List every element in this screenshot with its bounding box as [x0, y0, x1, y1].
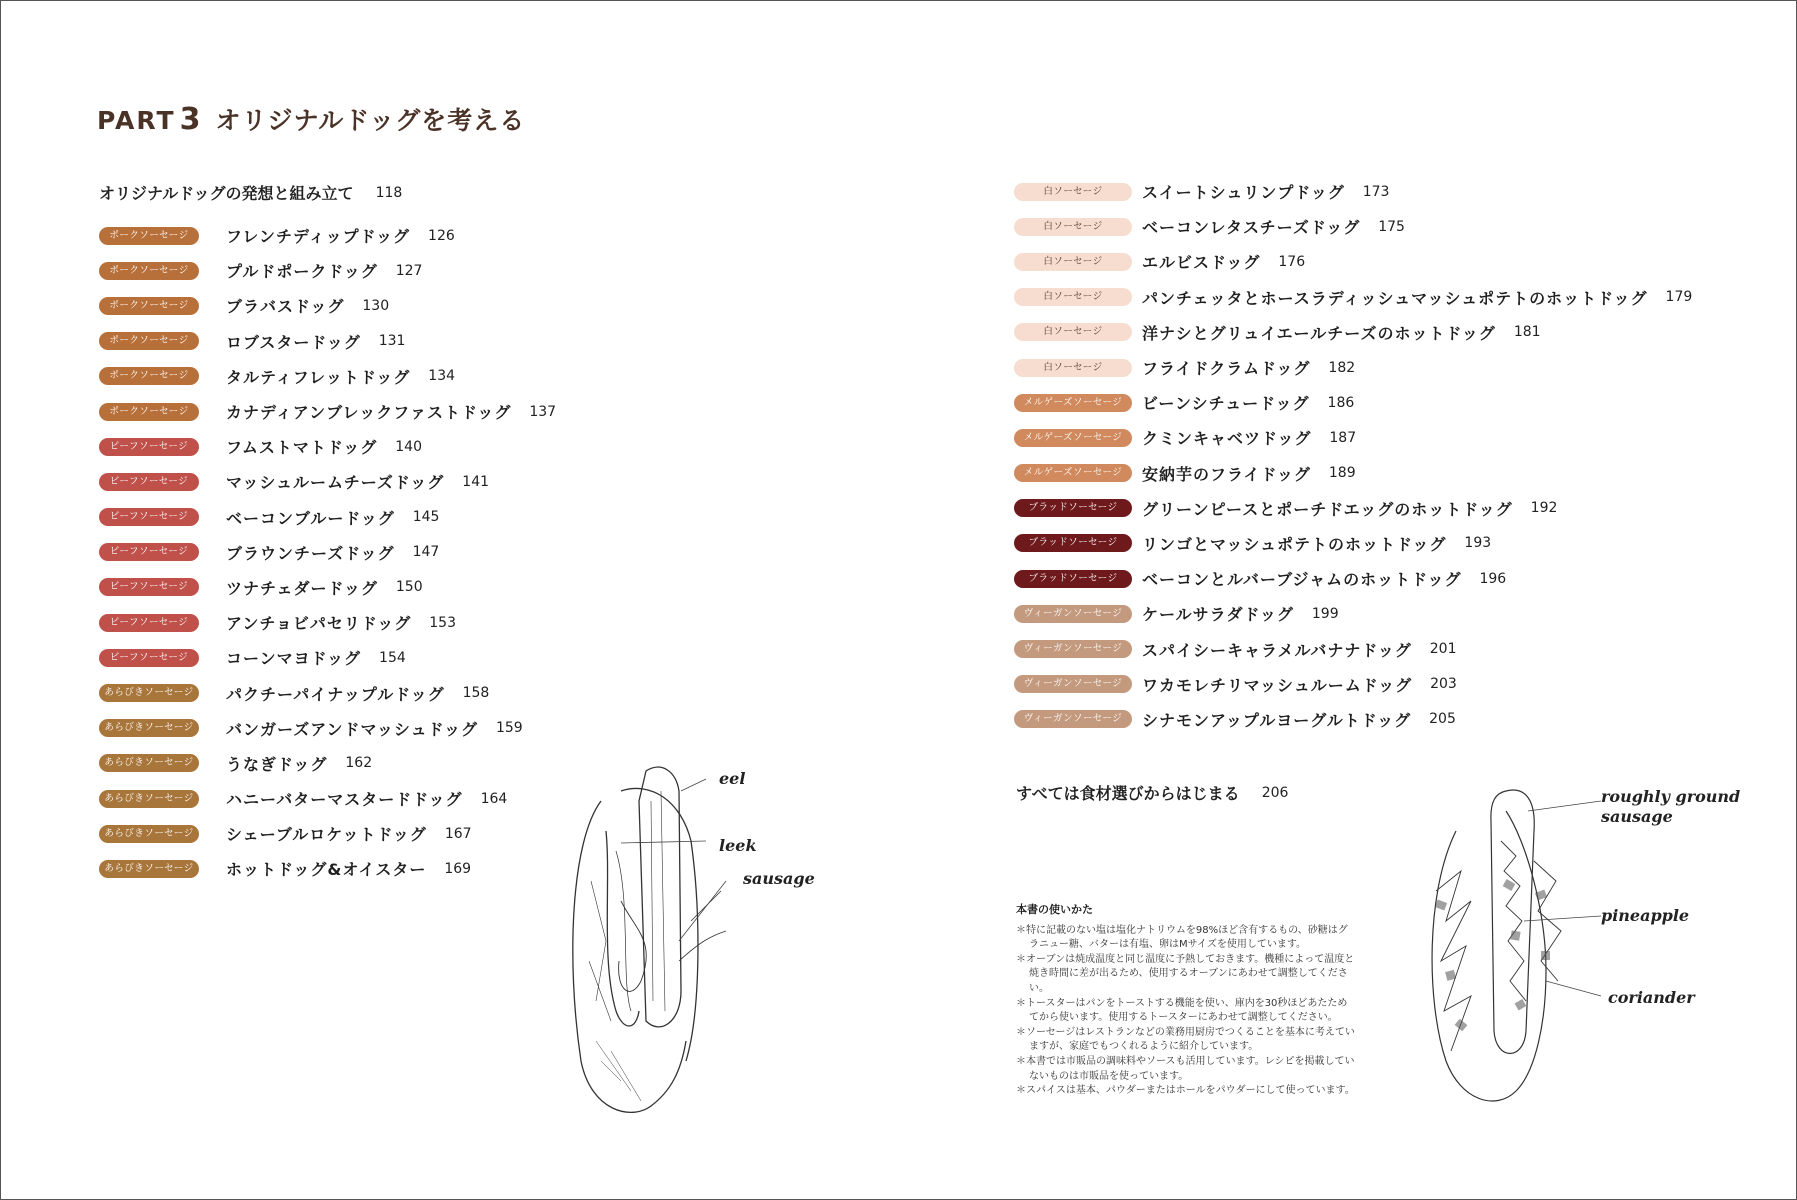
sausage-type-badge: 白ソーセージ: [1014, 253, 1132, 271]
page-number: 131: [378, 333, 406, 350]
sausage-type-badge: ビーフソーセージ: [99, 508, 199, 526]
sausage-type-badge: ビーフソーセージ: [99, 578, 199, 596]
part-label: PART: [97, 106, 176, 135]
page-number: 141: [462, 473, 490, 490]
recipe-title: ベーコンレタスチーズドッグ: [1142, 218, 1361, 238]
sausage-type-badge: ブラッドソーセージ: [1014, 499, 1132, 517]
toc-left-list: [99, 218, 556, 887]
page-number: 140: [395, 438, 422, 455]
recipe-title: ツナチェダードッグ: [226, 578, 378, 598]
how-to-note: ＊本書では市販品の調味料やソースも活用しています。レシピを掲載していないものは市販品を使っています。: [1016, 1055, 1355, 1082]
sausage-type-badge: 白ソーセージ: [1014, 288, 1132, 306]
sausage-type-badge: ビーフソーセージ: [99, 438, 199, 456]
recipe-title: シェーブルロケットドッグ: [226, 825, 427, 845]
page-number: 153: [429, 614, 456, 631]
page-number: 167: [444, 825, 472, 842]
sketch-label-pineapple: pineapple: [1601, 906, 1690, 925]
recipe-title: ベーコンとルバーブジャムのホットドッグ: [1142, 570, 1462, 590]
sausage-type-badge: 白ソーセージ: [1014, 323, 1132, 341]
recipe-title: プルドポークドッグ: [226, 262, 378, 282]
recipe-title: アンチョビパセリドッグ: [226, 614, 412, 634]
page-number: 164: [480, 790, 508, 807]
sausage-type-badge: ポークソーセージ: [99, 332, 199, 350]
page-number: 189: [1328, 465, 1356, 482]
page-number: 182: [1328, 359, 1356, 376]
page-number: 181: [1513, 324, 1541, 341]
intro-right-page: 206: [1261, 784, 1289, 801]
page-number: 193: [1464, 535, 1492, 552]
toc-entry[interactable]: [99, 675, 556, 710]
page-number: 196: [1479, 570, 1507, 587]
recipe-title: ハニーバターマスタードドッグ: [226, 790, 463, 810]
sausage-type-badge: ポークソーセージ: [99, 297, 199, 315]
toc-entry[interactable]: [1014, 174, 1692, 209]
sausage-type-badge: ポークソーセージ: [99, 227, 199, 245]
toc-entry[interactable]: [99, 640, 556, 675]
intro-left-page: 118: [375, 184, 403, 201]
intro-right-title: すべては食材選びからはじまる: [1016, 784, 1240, 803]
recipe-title: フレンチディップドッグ: [226, 227, 411, 247]
toc-entry[interactable]: [99, 359, 556, 394]
page-number: 173: [1362, 183, 1390, 200]
page-number: 186: [1327, 394, 1355, 411]
toc-entry[interactable]: [1014, 456, 1692, 491]
toc-entry[interactable]: [1014, 596, 1692, 631]
sketch-label-coriander: coriander: [1608, 988, 1695, 1007]
toc-entry[interactable]: [99, 253, 556, 288]
sausage-type-badge: ポークソーセージ: [99, 367, 199, 385]
recipe-title: フムストマトドッグ: [226, 438, 378, 458]
recipe-title: エルビスドッグ: [1142, 253, 1261, 273]
toc-entry[interactable]: [1014, 667, 1692, 702]
toc-entry[interactable]: [99, 746, 556, 781]
how-to-note: ＊オーブンは焼成温度と同じ温度に予熱しておきます。機種によって温度と焼き時間に差が出るため、使用するオーブンにあわせて調整してください。: [1016, 953, 1355, 994]
recipe-title: クミンキャベツドッグ: [1142, 429, 1312, 449]
recipe-title: マッシュルームチーズドッグ: [226, 473, 445, 493]
sausage-type-badge: 白ソーセージ: [1014, 183, 1132, 201]
recipe-title: パンチェッタとホースラディッシュマッシュポテトのホットドッグ: [1142, 288, 1648, 308]
page-number: 127: [395, 262, 423, 279]
toc-entry[interactable]: [99, 324, 556, 359]
intro-left-title: オリジナルドッグの発想と組み立て: [99, 184, 354, 203]
sausage-type-badge: ビーフソーセージ: [99, 473, 199, 491]
recipe-title: ブラバスドッグ: [226, 297, 345, 317]
sausage-type-badge: 白ソーセージ: [1014, 218, 1132, 236]
eel-dog-sketch: [561, 761, 761, 1131]
sausage-type-badge: ヴィーガンソーセージ: [1014, 640, 1132, 658]
recipe-title: ケールサラダドッグ: [1142, 605, 1294, 625]
how-to-note: ＊ソーセージはレストランなどの業務用厨房でつくることを基本に考えていますが、家庭でもつくれるように紹介しています。: [1016, 1026, 1355, 1053]
sausage-type-badge: あらびきソーセージ: [99, 790, 199, 808]
toc-entry[interactable]: [99, 570, 556, 605]
how-to-use-notes: [1016, 924, 1356, 1099]
sausage-type-badge: メルゲーズソーセージ: [1014, 464, 1132, 482]
page-number: 145: [412, 509, 440, 526]
toc-entry[interactable]: [1014, 491, 1692, 526]
recipe-title: バンガーズアンドマッシュドッグ: [226, 719, 478, 739]
toc-entry[interactable]: [99, 816, 556, 851]
toc-entry[interactable]: [99, 500, 556, 535]
sketch-label-roughly-ground-sausage: roughly ground sausage: [1601, 787, 1741, 826]
intro-right[interactable]: [1016, 781, 1288, 804]
recipe-title: うなぎドッグ: [226, 754, 328, 774]
page-number: 203: [1430, 676, 1457, 693]
toc-entry[interactable]: [1014, 526, 1692, 561]
toc-entry[interactable]: [99, 218, 556, 253]
toc-entry[interactable]: [99, 851, 556, 886]
recipe-title: タルティフレットドッグ: [226, 367, 411, 387]
toc-entry[interactable]: [99, 394, 556, 429]
toc-entry[interactable]: [1014, 702, 1692, 737]
sausage-type-badge: ポークソーセージ: [99, 262, 199, 280]
toc-entry[interactable]: [1014, 280, 1692, 315]
toc-entry[interactable]: [99, 535, 556, 570]
toc-entry[interactable]: [99, 711, 556, 746]
sketch-label-sausage: sausage: [743, 869, 815, 888]
recipe-title: カナディアンブレックファストドッグ: [226, 403, 512, 423]
toc-entry[interactable]: [99, 429, 556, 464]
recipe-title: シナモンアップルヨーグルトドッグ: [1142, 710, 1412, 730]
sausage-type-badge: メルゲーズソーセージ: [1014, 394, 1132, 412]
part-number: 3: [179, 102, 202, 137]
sausage-type-badge: ビーフソーセージ: [99, 614, 199, 632]
sausage-type-badge: ヴィーガンソーセージ: [1014, 710, 1132, 728]
page-number: 199: [1311, 605, 1339, 622]
page-number: 159: [495, 720, 523, 737]
sausage-type-badge: あらびきソーセージ: [99, 860, 199, 878]
how-to-use-section: [1016, 903, 1356, 1099]
part-title: オリジナルドッグを考える: [215, 106, 526, 135]
toc-entry[interactable]: [1014, 420, 1692, 455]
pineapple-dog-sketch: [1416, 771, 1616, 1121]
sausage-type-badge: あらびきソーセージ: [99, 719, 199, 737]
toc-entry[interactable]: [99, 464, 556, 499]
how-to-note: ＊スパイスは基本、パウダーまたはホールをパウダーにして使っています。: [1016, 1085, 1355, 1097]
recipe-title: フライドクラムドッグ: [1142, 359, 1311, 379]
recipe-title: ホットドッグ&オイスター: [226, 860, 427, 880]
toc-entry[interactable]: [99, 288, 556, 323]
sketch-label-eel: eel: [719, 769, 746, 788]
sausage-type-badge: あらびきソーセージ: [99, 754, 199, 772]
how-to-note: ＊特に記載のない塩は塩化ナトリウムを98%ほど含有するもの、砂糖はグラニュー糖、バターは有塩、卵はMサイズを使用しています。: [1016, 924, 1348, 951]
toc-entry[interactable]: [1014, 315, 1692, 350]
toc-entry[interactable]: [1014, 244, 1692, 279]
recipe-title: ワカモレチリマッシュルームドッグ: [1142, 675, 1413, 695]
page-number: 134: [428, 368, 456, 385]
toc-entry[interactable]: [1014, 350, 1692, 385]
page-number: 158: [462, 685, 490, 702]
how-to-note: ＊トースターはパンをトーストする機能を使い、庫内を30秒ほどあたためてから使います。使用するトースターにあわせて調整してください。: [1016, 997, 1348, 1024]
page-number: 176: [1278, 253, 1306, 270]
page-number: 179: [1665, 289, 1693, 306]
page-number: 187: [1329, 429, 1357, 446]
toc-entry[interactable]: [1014, 385, 1692, 420]
recipe-title: コーンマヨドッグ: [226, 649, 362, 669]
page-number: 205: [1429, 711, 1456, 728]
recipe-title: 安納芋のフライドッグ: [1142, 464, 1311, 484]
page-number: 169: [444, 860, 472, 877]
recipe-title: ブラウンチーズドッグ: [226, 543, 395, 563]
sausage-type-badge: ビーフソーセージ: [99, 649, 199, 667]
toc-entry[interactable]: [99, 605, 556, 640]
recipe-title: ロブスタードッグ: [226, 332, 361, 352]
sketch-label-leek: leek: [719, 836, 757, 855]
recipe-title: リンゴとマッシュポテトのホットドッグ: [1142, 534, 1447, 554]
toc-entry[interactable]: [99, 781, 556, 816]
sausage-type-badge: メルゲーズソーセージ: [1014, 429, 1132, 447]
page-number: 126: [428, 227, 455, 244]
toc-entry[interactable]: [1014, 209, 1692, 244]
sausage-type-badge: ポークソーセージ: [99, 403, 199, 421]
how-to-use-heading: 本書の使いかた: [1016, 903, 1093, 916]
sausage-type-badge: ブラッドソーセージ: [1014, 570, 1132, 588]
sausage-type-badge: ブラッドソーセージ: [1014, 534, 1132, 552]
page-number: 130: [362, 297, 390, 314]
page-number: 175: [1378, 218, 1405, 235]
sausage-type-badge: 白ソーセージ: [1014, 359, 1132, 377]
intro-left[interactable]: [99, 181, 402, 204]
page-number: 162: [345, 755, 373, 772]
page-number: 137: [529, 403, 557, 420]
recipe-title: スパイシーキャラメルバナナドッグ: [1142, 640, 1412, 660]
toc-entry[interactable]: [1014, 631, 1692, 666]
toc-right-list: [1014, 174, 1692, 737]
sausage-type-badge: ヴィーガンソーセージ: [1014, 605, 1132, 623]
recipe-title: パクチーパイナップルドッグ: [226, 684, 445, 704]
recipe-title: グリーンピースとポーチドエッグのホットドッグ: [1142, 499, 1513, 519]
toc-entry[interactable]: [1014, 561, 1692, 596]
page-number: 147: [412, 544, 440, 561]
recipe-title: 洋ナシとグリュイエールチーズのホットドッグ: [1142, 323, 1496, 343]
sausage-type-badge: あらびきソーセージ: [99, 684, 199, 702]
page-number: 154: [379, 649, 406, 666]
sausage-type-badge: ビーフソーセージ: [99, 543, 199, 561]
page-number: 150: [395, 579, 423, 596]
part-heading: [97, 101, 525, 137]
recipe-title: ベーコンブルードッグ: [226, 508, 395, 528]
sausage-type-badge: ヴィーガンソーセージ: [1014, 675, 1132, 693]
sausage-type-badge: あらびきソーセージ: [99, 825, 199, 843]
page-number: 192: [1530, 500, 1558, 517]
recipe-title: スイートシュリンプドッグ: [1142, 183, 1345, 203]
page-number: 201: [1429, 641, 1457, 658]
recipe-title: ビーンシチュードッグ: [1142, 394, 1310, 414]
